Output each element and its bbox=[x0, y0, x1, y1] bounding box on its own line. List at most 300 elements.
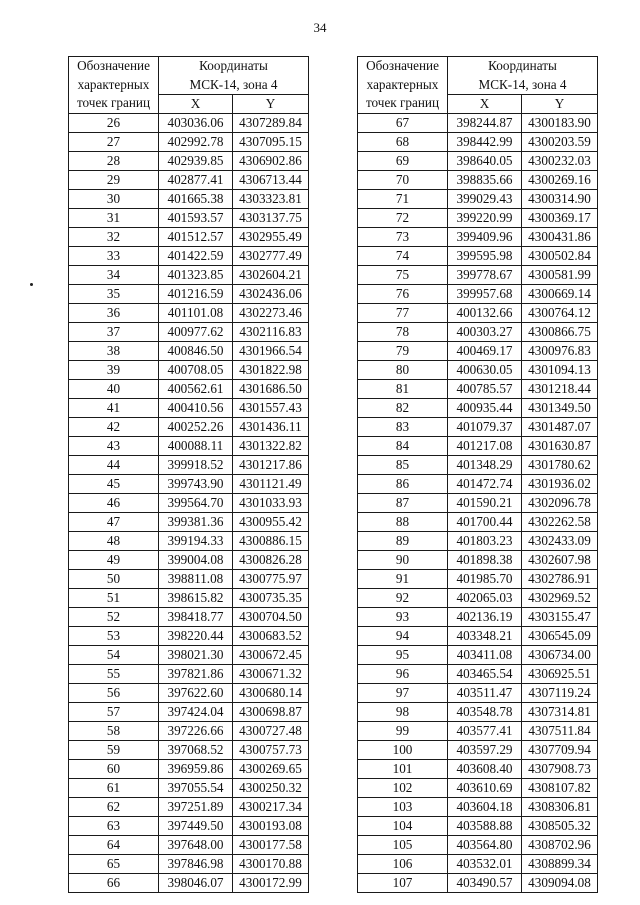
point-number-cell: 84 bbox=[358, 436, 448, 455]
x-coordinate-cell: 403490.57 bbox=[448, 873, 522, 892]
table-row bbox=[358, 113, 598, 132]
x-coordinate-cell: 399409.96 bbox=[448, 227, 522, 246]
x-coordinate-cell: 402065.03 bbox=[448, 588, 522, 607]
y-coordinate-cell: 4303155.47 bbox=[522, 607, 598, 626]
point-number-cell: 100 bbox=[358, 740, 448, 759]
x-coordinate-cell: 397055.54 bbox=[159, 778, 233, 797]
point-number-cell: 32 bbox=[69, 227, 159, 246]
point-number-cell: 95 bbox=[358, 645, 448, 664]
x-coordinate-cell: 400252.26 bbox=[159, 417, 233, 436]
x-coordinate-cell: 400562.61 bbox=[159, 379, 233, 398]
x-coordinate-cell: 401985.70 bbox=[448, 569, 522, 588]
table-row bbox=[358, 645, 598, 664]
y-coordinate-cell: 4302607.98 bbox=[522, 550, 598, 569]
point-label-line: точек границ bbox=[365, 95, 440, 111]
x-coordinate-cell: 397449.50 bbox=[159, 816, 233, 835]
y-coordinate-cell: 4300250.32 bbox=[233, 778, 309, 797]
y-coordinate-cell: 4301094.13 bbox=[522, 360, 598, 379]
point-number-cell: 74 bbox=[358, 246, 448, 265]
point-number-cell: 90 bbox=[358, 550, 448, 569]
y-coordinate-cell: 4300683.52 bbox=[233, 626, 309, 645]
y-coordinate-cell: 4302273.46 bbox=[233, 303, 309, 322]
table-row bbox=[358, 398, 598, 417]
x-coordinate-cell: 398418.77 bbox=[159, 607, 233, 626]
x-coordinate-cell: 399029.43 bbox=[448, 189, 522, 208]
point-label-header bbox=[69, 57, 159, 114]
x-column-header: X bbox=[448, 95, 522, 114]
y-coordinate-cell: 4300177.58 bbox=[233, 835, 309, 854]
coordinates-title: Координаты bbox=[488, 58, 557, 73]
table-row bbox=[358, 512, 598, 531]
x-coordinate-cell: 401323.85 bbox=[159, 265, 233, 284]
coordinates-system: МСК-14, зона 4 bbox=[478, 76, 567, 92]
point-number-cell: 107 bbox=[358, 873, 448, 892]
table-row bbox=[358, 835, 598, 854]
point-number-cell: 91 bbox=[358, 569, 448, 588]
point-number-cell: 30 bbox=[69, 189, 159, 208]
point-number-cell: 26 bbox=[69, 113, 159, 132]
point-number-cell: 83 bbox=[358, 417, 448, 436]
y-coordinate-cell: 4303137.75 bbox=[233, 208, 309, 227]
y-coordinate-cell: 4308702.96 bbox=[522, 835, 598, 854]
y-coordinate-cell: 4308306.81 bbox=[522, 797, 598, 816]
point-number-cell: 80 bbox=[358, 360, 448, 379]
point-number-cell: 71 bbox=[358, 189, 448, 208]
table-row bbox=[358, 322, 598, 341]
table-row bbox=[358, 132, 598, 151]
point-number-cell: 75 bbox=[358, 265, 448, 284]
table-row bbox=[69, 721, 309, 740]
table-row bbox=[69, 550, 309, 569]
point-number-cell: 35 bbox=[69, 284, 159, 303]
point-number-cell: 36 bbox=[69, 303, 159, 322]
table-row bbox=[358, 474, 598, 493]
table-row bbox=[358, 873, 598, 892]
x-coordinate-cell: 403411.08 bbox=[448, 645, 522, 664]
table-row bbox=[358, 303, 598, 322]
table-row bbox=[69, 531, 309, 550]
y-coordinate-cell: 4301217.86 bbox=[233, 455, 309, 474]
point-number-cell: 34 bbox=[69, 265, 159, 284]
table-row bbox=[358, 531, 598, 550]
x-coordinate-cell: 401216.59 bbox=[159, 284, 233, 303]
y-coordinate-cell: 4300581.99 bbox=[522, 265, 598, 284]
y-coordinate-cell: 4301349.50 bbox=[522, 398, 598, 417]
y-coordinate-cell: 4300669.14 bbox=[522, 284, 598, 303]
point-number-cell: 98 bbox=[358, 702, 448, 721]
point-number-cell: 77 bbox=[358, 303, 448, 322]
table-row bbox=[358, 455, 598, 474]
table-row bbox=[358, 151, 598, 170]
y-coordinate-cell: 4308107.82 bbox=[522, 778, 598, 797]
x-coordinate-cell: 398835.66 bbox=[448, 170, 522, 189]
y-coordinate-cell: 4306734.00 bbox=[522, 645, 598, 664]
x-coordinate-cell: 403511.47 bbox=[448, 683, 522, 702]
table-row bbox=[69, 113, 309, 132]
y-column-header: Y bbox=[522, 95, 598, 114]
y-coordinate-cell: 4300976.83 bbox=[522, 341, 598, 360]
x-coordinate-cell: 403604.18 bbox=[448, 797, 522, 816]
point-number-cell: 52 bbox=[69, 607, 159, 626]
point-number-cell: 49 bbox=[69, 550, 159, 569]
point-number-cell: 86 bbox=[358, 474, 448, 493]
point-label-line: характерных bbox=[366, 76, 439, 92]
y-coordinate-cell: 4301936.02 bbox=[522, 474, 598, 493]
x-coordinate-cell: 399918.52 bbox=[159, 455, 233, 474]
point-number-cell: 99 bbox=[358, 721, 448, 740]
x-coordinate-cell: 401101.08 bbox=[159, 303, 233, 322]
table-row bbox=[69, 474, 309, 493]
point-number-cell: 31 bbox=[69, 208, 159, 227]
x-coordinate-cell: 400708.05 bbox=[159, 360, 233, 379]
table-row bbox=[358, 683, 598, 702]
y-coordinate-cell: 4307095.15 bbox=[233, 132, 309, 151]
table-row bbox=[69, 151, 309, 170]
y-coordinate-cell: 4308899.34 bbox=[522, 854, 598, 873]
point-number-cell: 62 bbox=[69, 797, 159, 816]
x-coordinate-cell: 403577.41 bbox=[448, 721, 522, 740]
page-number: 34 bbox=[313, 20, 327, 35]
y-coordinate-cell: 4300735.35 bbox=[233, 588, 309, 607]
y-coordinate-cell: 4300764.12 bbox=[522, 303, 598, 322]
y-coordinate-cell: 4300866.75 bbox=[522, 322, 598, 341]
x-coordinate-cell: 403608.40 bbox=[448, 759, 522, 778]
point-number-cell: 44 bbox=[69, 455, 159, 474]
table-row bbox=[69, 341, 309, 360]
table-row bbox=[69, 246, 309, 265]
coordinates-title: Координаты bbox=[199, 58, 268, 73]
y-coordinate-cell: 4300170.88 bbox=[233, 854, 309, 873]
y-coordinate-cell: 4301436.11 bbox=[233, 417, 309, 436]
point-number-cell: 60 bbox=[69, 759, 159, 778]
x-coordinate-cell: 400469.17 bbox=[448, 341, 522, 360]
table-row bbox=[69, 854, 309, 873]
point-number-cell: 64 bbox=[69, 835, 159, 854]
point-number-cell: 41 bbox=[69, 398, 159, 417]
point-number-cell: 28 bbox=[69, 151, 159, 170]
coordinates-body-right bbox=[358, 113, 598, 892]
point-number-cell: 94 bbox=[358, 626, 448, 645]
table-row bbox=[358, 265, 598, 284]
y-coordinate-cell: 4300727.48 bbox=[233, 721, 309, 740]
x-coordinate-cell: 399220.99 bbox=[448, 208, 522, 227]
table-row bbox=[358, 246, 598, 265]
y-coordinate-cell: 4300369.17 bbox=[522, 208, 598, 227]
y-coordinate-cell: 4300826.28 bbox=[233, 550, 309, 569]
y-coordinate-cell: 4300269.65 bbox=[233, 759, 309, 778]
x-coordinate-cell: 400630.05 bbox=[448, 360, 522, 379]
table-row bbox=[69, 702, 309, 721]
x-coordinate-cell: 400088.11 bbox=[159, 436, 233, 455]
x-coordinate-cell: 400846.50 bbox=[159, 341, 233, 360]
table-row bbox=[358, 759, 598, 778]
y-coordinate-cell: 4300314.90 bbox=[522, 189, 598, 208]
y-coordinate-cell: 4301686.50 bbox=[233, 379, 309, 398]
point-number-cell: 37 bbox=[69, 322, 159, 341]
table-row bbox=[358, 379, 598, 398]
table-row bbox=[69, 512, 309, 531]
x-coordinate-cell: 397424.04 bbox=[159, 702, 233, 721]
point-number-cell: 78 bbox=[358, 322, 448, 341]
point-number-cell: 70 bbox=[358, 170, 448, 189]
x-coordinate-cell: 396959.86 bbox=[159, 759, 233, 778]
table-row bbox=[69, 132, 309, 151]
x-coordinate-cell: 401472.74 bbox=[448, 474, 522, 493]
point-number-cell: 102 bbox=[358, 778, 448, 797]
point-number-cell: 103 bbox=[358, 797, 448, 816]
x-coordinate-cell: 400303.27 bbox=[448, 322, 522, 341]
table-row bbox=[69, 493, 309, 512]
y-coordinate-cell: 4300698.87 bbox=[233, 702, 309, 721]
x-coordinate-cell: 403564.80 bbox=[448, 835, 522, 854]
point-number-cell: 33 bbox=[69, 246, 159, 265]
point-number-cell: 66 bbox=[69, 873, 159, 892]
table-row bbox=[358, 550, 598, 569]
y-coordinate-cell: 4302116.83 bbox=[233, 322, 309, 341]
y-coordinate-cell: 4302777.49 bbox=[233, 246, 309, 265]
table-row bbox=[358, 569, 598, 588]
point-number-cell: 40 bbox=[69, 379, 159, 398]
y-coordinate-cell: 4301487.07 bbox=[522, 417, 598, 436]
coordinates-header bbox=[159, 57, 309, 95]
y-coordinate-cell: 4307119.24 bbox=[522, 683, 598, 702]
y-coordinate-cell: 4300232.03 bbox=[522, 151, 598, 170]
y-coordinate-cell: 4301780.62 bbox=[522, 455, 598, 474]
y-coordinate-cell: 4300775.97 bbox=[233, 569, 309, 588]
table-row bbox=[358, 664, 598, 683]
y-coordinate-cell: 4307709.94 bbox=[522, 740, 598, 759]
y-coordinate-cell: 4300757.73 bbox=[233, 740, 309, 759]
x-coordinate-cell: 401422.59 bbox=[159, 246, 233, 265]
point-number-cell: 72 bbox=[358, 208, 448, 227]
table-row bbox=[69, 588, 309, 607]
table-row bbox=[69, 607, 309, 626]
x-coordinate-cell: 399004.08 bbox=[159, 550, 233, 569]
x-coordinate-cell: 402992.78 bbox=[159, 132, 233, 151]
x-coordinate-cell: 400977.62 bbox=[159, 322, 233, 341]
coordinates-body-left bbox=[69, 113, 309, 892]
x-coordinate-cell: 397648.00 bbox=[159, 835, 233, 854]
point-number-cell: 48 bbox=[69, 531, 159, 550]
point-number-cell: 42 bbox=[69, 417, 159, 436]
table-row bbox=[69, 322, 309, 341]
x-coordinate-cell: 398615.82 bbox=[159, 588, 233, 607]
x-column-header: X bbox=[159, 95, 233, 114]
table-row bbox=[69, 873, 309, 892]
x-coordinate-cell: 402877.41 bbox=[159, 170, 233, 189]
table-row bbox=[69, 170, 309, 189]
table-row bbox=[358, 360, 598, 379]
point-label-line: точек границ bbox=[76, 95, 151, 111]
y-coordinate-cell: 4307511.84 bbox=[522, 721, 598, 740]
table-row bbox=[69, 740, 309, 759]
x-coordinate-cell: 401803.23 bbox=[448, 531, 522, 550]
table-row bbox=[358, 626, 598, 645]
x-coordinate-cell: 399778.67 bbox=[448, 265, 522, 284]
x-coordinate-cell: 397226.66 bbox=[159, 721, 233, 740]
x-coordinate-cell: 398046.07 bbox=[159, 873, 233, 892]
x-coordinate-cell: 398220.44 bbox=[159, 626, 233, 645]
x-coordinate-cell: 401217.08 bbox=[448, 436, 522, 455]
y-coordinate-cell: 4300704.50 bbox=[233, 607, 309, 626]
x-coordinate-cell: 403610.69 bbox=[448, 778, 522, 797]
x-coordinate-cell: 398442.99 bbox=[448, 132, 522, 151]
point-number-cell: 55 bbox=[69, 664, 159, 683]
table-row bbox=[69, 816, 309, 835]
point-number-cell: 51 bbox=[69, 588, 159, 607]
x-coordinate-cell: 401590.21 bbox=[448, 493, 522, 512]
table-row bbox=[358, 189, 598, 208]
y-coordinate-cell: 4300431.86 bbox=[522, 227, 598, 246]
y-coordinate-cell: 4307908.73 bbox=[522, 759, 598, 778]
table-row bbox=[358, 588, 598, 607]
point-number-cell: 106 bbox=[358, 854, 448, 873]
y-coordinate-cell: 4307314.81 bbox=[522, 702, 598, 721]
point-number-cell: 81 bbox=[358, 379, 448, 398]
x-coordinate-cell: 400935.44 bbox=[448, 398, 522, 417]
y-coordinate-cell: 4300269.16 bbox=[522, 170, 598, 189]
y-column-header: Y bbox=[233, 95, 309, 114]
table-row bbox=[69, 265, 309, 284]
point-number-cell: 56 bbox=[69, 683, 159, 702]
x-coordinate-cell: 399743.90 bbox=[159, 474, 233, 493]
x-coordinate-cell: 400785.57 bbox=[448, 379, 522, 398]
x-coordinate-cell: 401593.57 bbox=[159, 208, 233, 227]
y-coordinate-cell: 4300183.90 bbox=[522, 113, 598, 132]
y-coordinate-cell: 4300955.42 bbox=[233, 512, 309, 531]
table-row bbox=[69, 436, 309, 455]
x-coordinate-cell: 400132.66 bbox=[448, 303, 522, 322]
table-row bbox=[69, 303, 309, 322]
table-row bbox=[69, 208, 309, 227]
point-number-cell: 85 bbox=[358, 455, 448, 474]
point-number-cell: 46 bbox=[69, 493, 159, 512]
x-coordinate-cell: 397821.86 bbox=[159, 664, 233, 683]
table-row bbox=[358, 816, 598, 835]
x-coordinate-cell: 398811.08 bbox=[159, 569, 233, 588]
table-row bbox=[69, 455, 309, 474]
y-coordinate-cell: 4302436.06 bbox=[233, 284, 309, 303]
table-row bbox=[358, 721, 598, 740]
point-number-cell: 68 bbox=[358, 132, 448, 151]
point-number-cell: 88 bbox=[358, 512, 448, 531]
y-coordinate-cell: 4302433.09 bbox=[522, 531, 598, 550]
coordinates-table-left bbox=[68, 56, 309, 893]
y-coordinate-cell: 4301218.44 bbox=[522, 379, 598, 398]
y-coordinate-cell: 4300193.08 bbox=[233, 816, 309, 835]
point-number-cell: 93 bbox=[358, 607, 448, 626]
x-coordinate-cell: 403597.29 bbox=[448, 740, 522, 759]
table-row bbox=[358, 740, 598, 759]
point-label-line: Обозначение bbox=[366, 58, 439, 73]
table-row bbox=[69, 626, 309, 645]
y-coordinate-cell: 4302955.49 bbox=[233, 227, 309, 246]
point-label-header bbox=[358, 57, 448, 114]
x-coordinate-cell: 402136.19 bbox=[448, 607, 522, 626]
point-number-cell: 79 bbox=[358, 341, 448, 360]
y-coordinate-cell: 4300680.14 bbox=[233, 683, 309, 702]
point-number-cell: 73 bbox=[358, 227, 448, 246]
point-number-cell: 69 bbox=[358, 151, 448, 170]
coordinates-system: МСК-14, зона 4 bbox=[189, 76, 278, 92]
stray-dot-mark bbox=[30, 283, 33, 286]
table-row bbox=[69, 645, 309, 664]
y-coordinate-cell: 4306713.44 bbox=[233, 170, 309, 189]
table-row bbox=[358, 341, 598, 360]
table-row bbox=[69, 797, 309, 816]
x-coordinate-cell: 402939.85 bbox=[159, 151, 233, 170]
y-coordinate-cell: 4308505.32 bbox=[522, 816, 598, 835]
y-coordinate-cell: 4300502.84 bbox=[522, 246, 598, 265]
x-coordinate-cell: 399595.98 bbox=[448, 246, 522, 265]
y-coordinate-cell: 4301322.82 bbox=[233, 436, 309, 455]
x-coordinate-cell: 399564.70 bbox=[159, 493, 233, 512]
y-coordinate-cell: 4306925.51 bbox=[522, 664, 598, 683]
point-number-cell: 54 bbox=[69, 645, 159, 664]
y-coordinate-cell: 4301630.87 bbox=[522, 436, 598, 455]
y-coordinate-cell: 4301966.54 bbox=[233, 341, 309, 360]
x-coordinate-cell: 403348.21 bbox=[448, 626, 522, 645]
table-row bbox=[358, 778, 598, 797]
table-row bbox=[69, 778, 309, 797]
table-row bbox=[69, 569, 309, 588]
x-coordinate-cell: 398021.30 bbox=[159, 645, 233, 664]
x-coordinate-cell: 399194.33 bbox=[159, 531, 233, 550]
y-coordinate-cell: 4301033.93 bbox=[233, 493, 309, 512]
y-coordinate-cell: 4307289.84 bbox=[233, 113, 309, 132]
y-coordinate-cell: 4301557.43 bbox=[233, 398, 309, 417]
point-number-cell: 58 bbox=[69, 721, 159, 740]
table-row bbox=[69, 759, 309, 778]
point-number-cell: 76 bbox=[358, 284, 448, 303]
point-number-cell: 89 bbox=[358, 531, 448, 550]
y-coordinate-cell: 4303323.81 bbox=[233, 189, 309, 208]
table-row bbox=[69, 835, 309, 854]
y-coordinate-cell: 4300217.34 bbox=[233, 797, 309, 816]
point-number-cell: 45 bbox=[69, 474, 159, 493]
table-row bbox=[69, 664, 309, 683]
y-coordinate-cell: 4300886.15 bbox=[233, 531, 309, 550]
point-number-cell: 105 bbox=[358, 835, 448, 854]
table-row bbox=[358, 170, 598, 189]
point-number-cell: 47 bbox=[69, 512, 159, 531]
x-coordinate-cell: 403532.01 bbox=[448, 854, 522, 873]
y-coordinate-cell: 4302786.91 bbox=[522, 569, 598, 588]
y-coordinate-cell: 4300203.59 bbox=[522, 132, 598, 151]
table-row bbox=[358, 208, 598, 227]
point-number-cell: 53 bbox=[69, 626, 159, 645]
x-coordinate-cell: 399957.68 bbox=[448, 284, 522, 303]
point-number-cell: 97 bbox=[358, 683, 448, 702]
x-coordinate-cell: 401348.29 bbox=[448, 455, 522, 474]
point-number-cell: 63 bbox=[69, 816, 159, 835]
point-number-cell: 50 bbox=[69, 569, 159, 588]
table-row bbox=[69, 417, 309, 436]
x-coordinate-cell: 399381.36 bbox=[159, 512, 233, 531]
coordinates-header bbox=[448, 57, 598, 95]
point-label-line: Обозначение bbox=[77, 58, 150, 73]
point-number-cell: 43 bbox=[69, 436, 159, 455]
x-coordinate-cell: 397068.52 bbox=[159, 740, 233, 759]
x-coordinate-cell: 398640.05 bbox=[448, 151, 522, 170]
x-coordinate-cell: 403548.78 bbox=[448, 702, 522, 721]
point-number-cell: 57 bbox=[69, 702, 159, 721]
x-coordinate-cell: 403465.54 bbox=[448, 664, 522, 683]
point-number-cell: 61 bbox=[69, 778, 159, 797]
table-row bbox=[358, 284, 598, 303]
table-row bbox=[69, 189, 309, 208]
y-coordinate-cell: 4309094.08 bbox=[522, 873, 598, 892]
